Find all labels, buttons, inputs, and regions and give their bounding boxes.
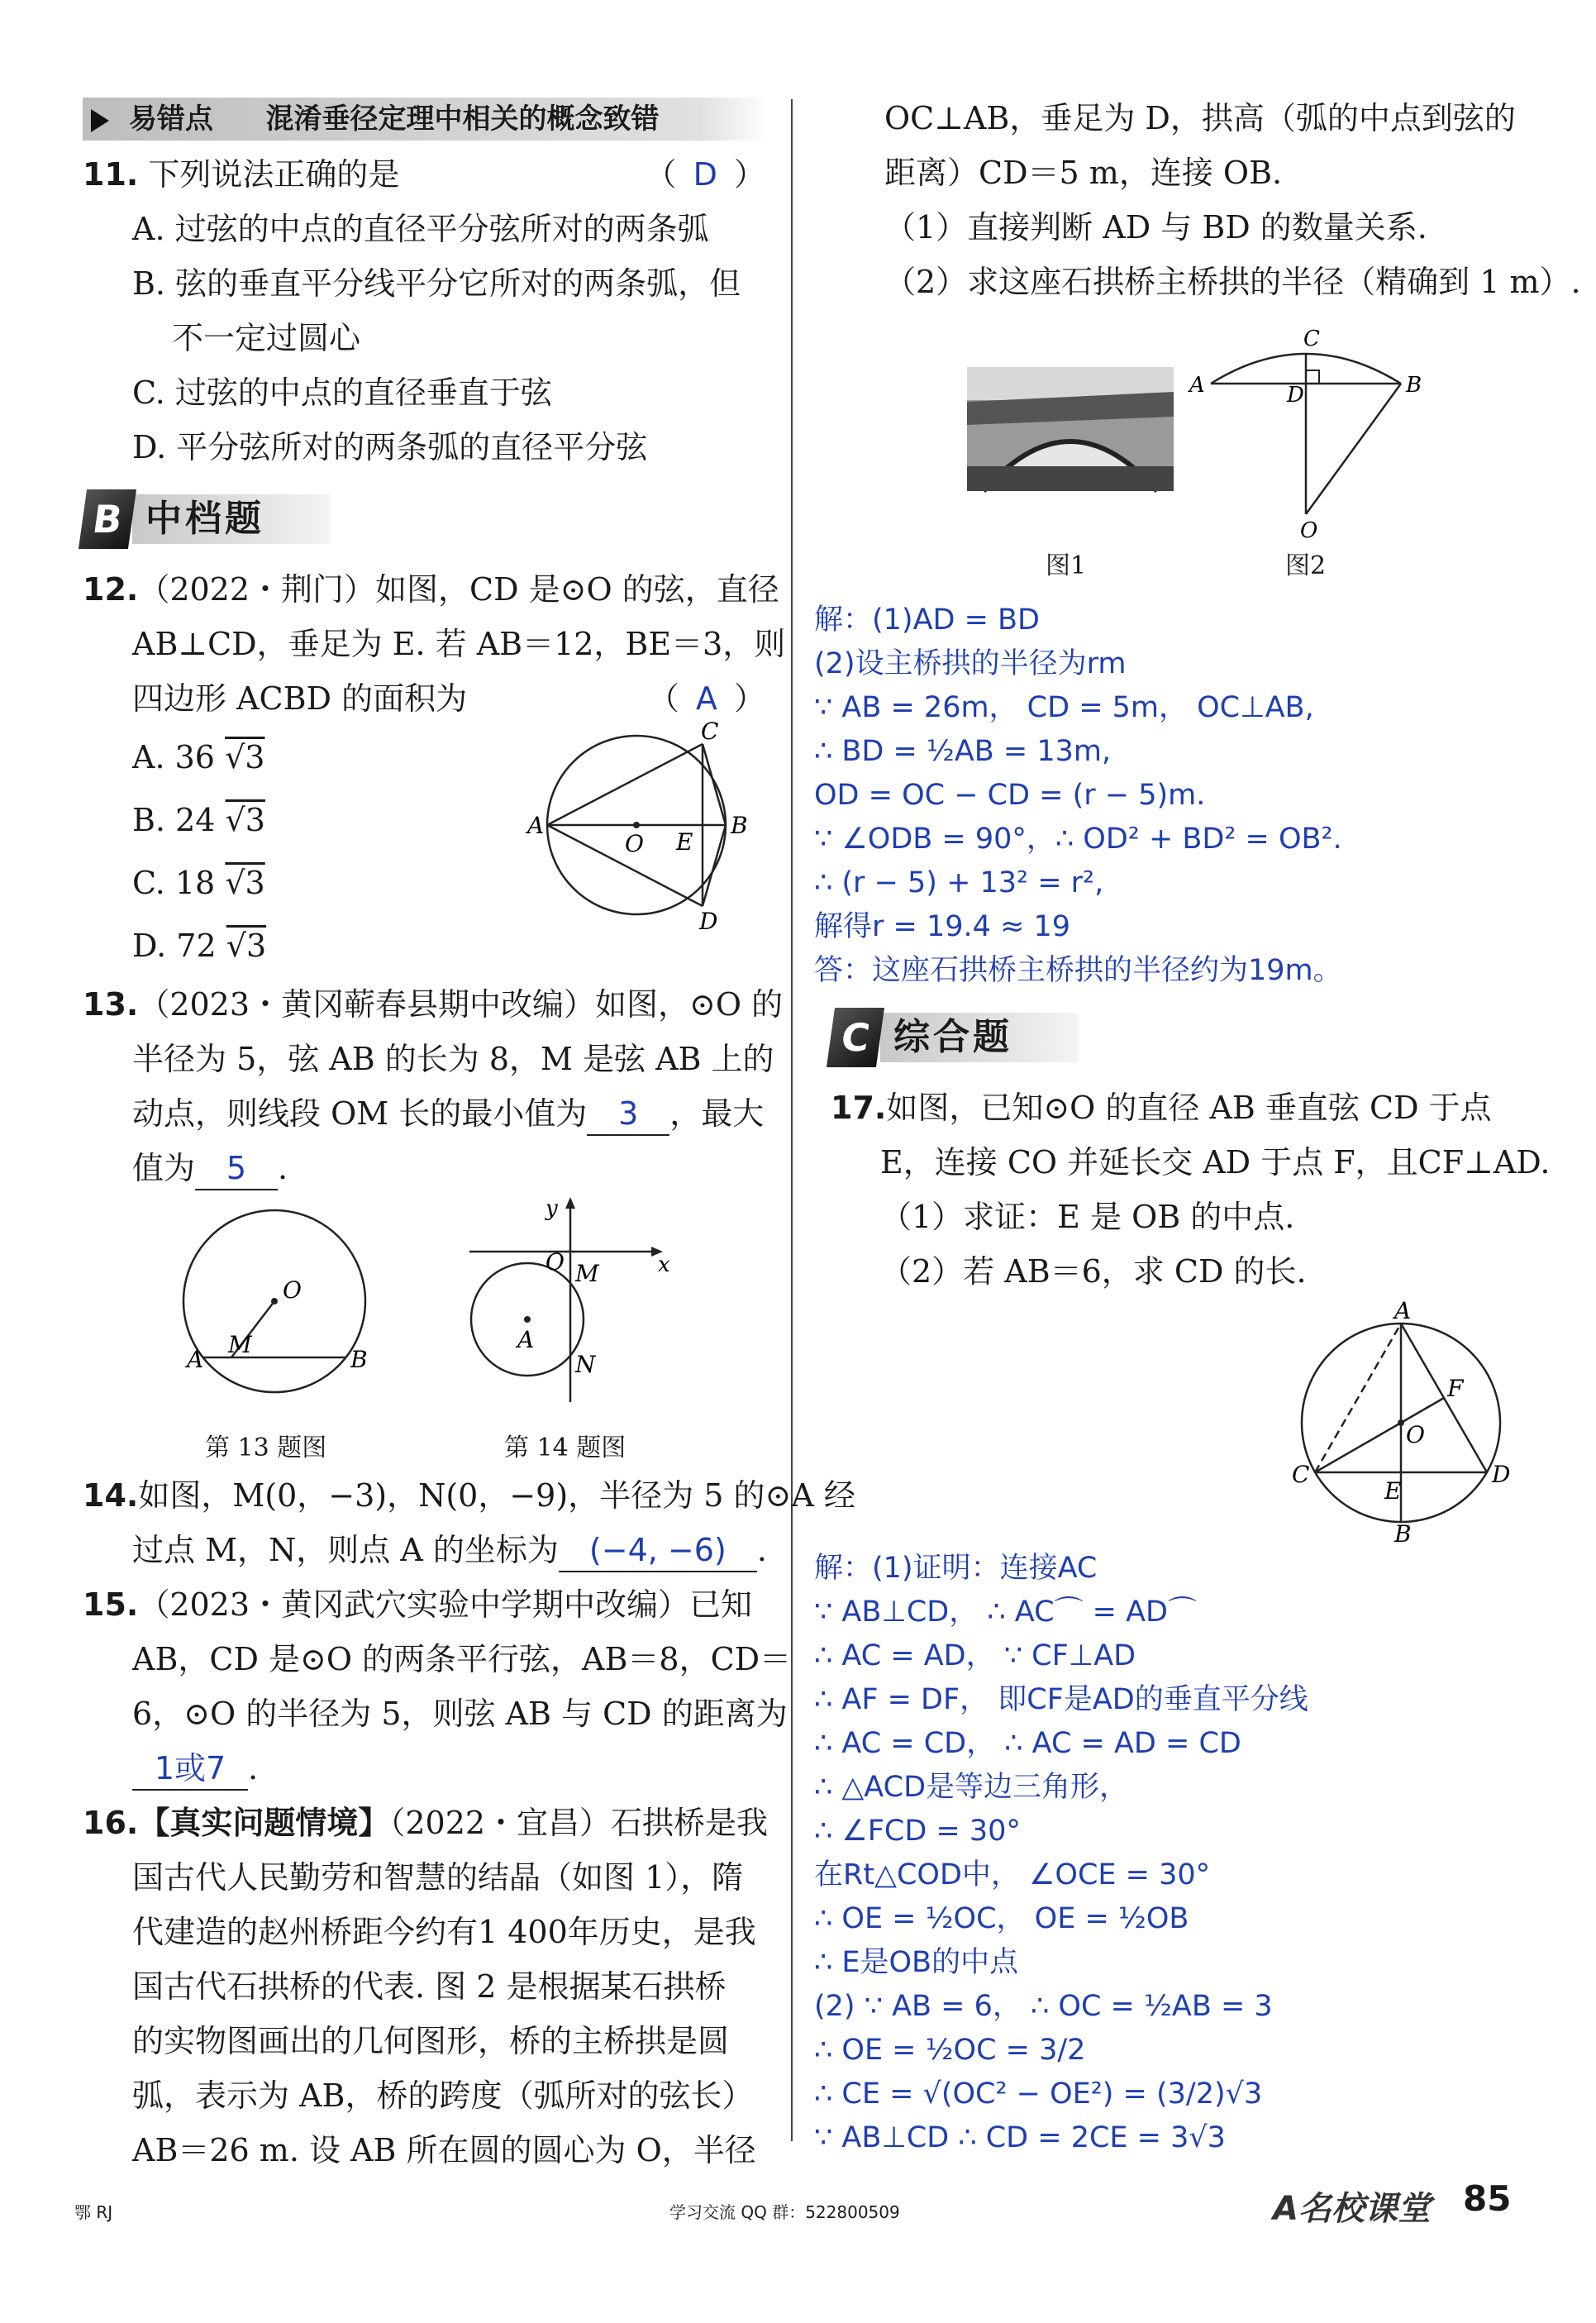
q16-fig1-caption: 图1 — [1046, 551, 1087, 580]
q16-sol-line2: (2)设主桥拱的半径为rm — [814, 647, 1127, 680]
footer-brand: A名校课堂 — [1273, 2190, 1431, 2228]
q16-label-c: C — [1303, 327, 1320, 351]
q11-stem: 下列说法正确的是 — [148, 156, 400, 193]
q12-label-a: A — [527, 812, 545, 839]
section-c-title: 综合题 — [880, 1013, 1079, 1062]
q11-option-c: C. 过弦的中点的直径垂直于弦 — [132, 374, 552, 411]
q12-line1: （2022・荆门）如图，CD 是⊙O 的弦，直径 — [138, 571, 779, 608]
q12-option-c: C. 18 — [132, 865, 216, 901]
q17-label-e: E — [1384, 1477, 1402, 1505]
q16-tag: 【真实问题情境】 — [138, 1805, 390, 1841]
q13-line4-tail: . — [278, 1150, 288, 1186]
q17-sol-line10: ∴ E是OB的中点 — [814, 1946, 1019, 1979]
q12-label-o: O — [625, 830, 644, 857]
q11-number: 11. — [83, 156, 139, 193]
q15-number: 15. — [83, 1586, 139, 1623]
q14-label-x: x — [658, 1252, 670, 1277]
section-b-header — [83, 484, 769, 554]
q12-option-a: A. 36 — [132, 739, 215, 775]
q14-line2-tail: . — [756, 1532, 767, 1568]
q13-label-m: M — [228, 1331, 252, 1358]
q17-sol-line12: ∴ OE = ½OC = 3/2 — [814, 2034, 1086, 2067]
q13-line3-tail: ，最大 — [669, 1095, 765, 1132]
q14-label-m: M — [575, 1260, 599, 1287]
q12-label-b: B — [731, 812, 748, 839]
q12-label-c: C — [701, 718, 719, 745]
q17-figure — [1285, 1297, 1533, 1548]
q14-caption: 第 14 题图 — [504, 1433, 626, 1462]
q17-sol-line3: ∴ AC = AD， ∵ CF⊥AD — [814, 1639, 1136, 1672]
topic-banner — [83, 98, 769, 141]
q12-line3: 四边形 ACBD 的面积为 — [132, 680, 468, 717]
q14-line2: 过点 M，N，则点 A 的坐标为 — [132, 1532, 559, 1568]
q17-label-o: O — [1406, 1421, 1425, 1448]
q11-option-a: A. 过弦的中点的直径平分弦所对的两条弧 — [132, 211, 709, 247]
q17-sol-line4: ∴ AF = DF， 即CF是AD的垂直平分线 — [814, 1683, 1308, 1716]
q17-solution — [814, 1547, 1517, 2160]
question-12 — [83, 562, 786, 977]
q16-bridge-photo — [967, 367, 1174, 491]
q17-number: 17. — [831, 1090, 887, 1126]
q17-sol-line9: ∴ OE = ½OC， OE = ½OB — [814, 1902, 1189, 1935]
topic-label: 易错点 — [128, 103, 213, 136]
q17-label-d: D — [1492, 1461, 1511, 1488]
q17-sol-line6: ∴ △ACD是等边三角形， — [814, 1771, 1129, 1804]
q11-answer-box: （ D ） — [645, 156, 769, 193]
q12-number: 12. — [83, 571, 139, 608]
q16-sol-line7: ∴ (r − 5) + 13² = r², — [814, 866, 1104, 899]
page-number: 85 — [1463, 2178, 1512, 2219]
q16-label-o: O — [1300, 518, 1318, 543]
q16-fig2-caption: 图2 — [1285, 551, 1327, 580]
q17-sol-line7: ∴ ∠FCD = 30° — [814, 1815, 1021, 1848]
q16-sol-line5: OD = OC − CD = (r − 5)m. — [814, 779, 1206, 812]
q16-line7: AB＝26 m. 设 AB 所在圆的圆心为 O，半径 — [132, 2132, 756, 2168]
q13-blank-max: 5 — [195, 1147, 278, 1190]
q13-line3: 动点，则线段 OM 长的最小值为 — [132, 1095, 588, 1132]
q11-option-d: D. 平分弦所对的两条弧的直径平分弦 — [132, 429, 648, 465]
left-column — [83, 83, 855, 2178]
q13-line2: 半径为 5，弦 AB 的长为 8，M 是弦 AB 上的 — [132, 1041, 774, 1077]
footer-center: 学习交流 QQ 群：522800509 — [669, 2202, 900, 2222]
q16-line6: 弧，表示为 AB，桥的跨度（弧所对的弦长） — [132, 2077, 754, 2114]
q17-label-b: B — [1394, 1520, 1412, 1548]
q16-figures — [814, 309, 1517, 582]
q15-tail: . — [248, 1750, 259, 1786]
q16-sol-line1: 解：(1)AD = BD — [814, 603, 1041, 637]
q16-line5: 的实物图画出的几何图形，桥的主桥拱是圆 — [132, 2023, 730, 2059]
question-17 — [814, 1080, 1551, 2160]
footer-left: 鄂 RJ — [74, 2202, 113, 2222]
q16-sol-line3: ∵ AB = 26m， CD = 5m， OC⊥AB, — [814, 691, 1314, 724]
q17-figure-area — [814, 1297, 1517, 1548]
q13-label-o: O — [283, 1276, 302, 1304]
q14-figure — [463, 1195, 711, 1419]
q13-label-a: A — [187, 1346, 204, 1373]
q17-sol-line11: (2) ∵ AB = 6， ∴ OC = ½AB = 3 — [814, 1990, 1273, 2023]
q13-label-b: B — [350, 1346, 368, 1373]
q11-option-b: B. 弦的垂直平分线平分它所对的两条弧，但 — [132, 265, 741, 302]
q13-figure — [174, 1212, 388, 1419]
q14-label-o: O — [545, 1248, 565, 1276]
q16-right-line4: （2）求这座石拱桥主桥拱的半径（精确到 1 m）. — [884, 264, 1581, 300]
q17-line4: （2）若 AB＝6，求 CD 的长. — [880, 1253, 1307, 1290]
q12-radical-b: √3 — [225, 802, 265, 838]
q16-right-line1: OC⊥AB，垂足为 D，拱高（弧的中点到弦的 — [884, 100, 1516, 136]
q17-line1: 如图，已知⊙O 的直径 AB 垂直弦 CD 于点 — [886, 1090, 1492, 1126]
q13-line4: 值为 — [132, 1150, 196, 1186]
right-column — [814, 91, 1581, 2160]
q17-sol-line1: 解：(1)证明：连接AC — [814, 1552, 1098, 1585]
q12-answer-box: （ A ） — [647, 680, 769, 717]
q17-label-f: F — [1447, 1375, 1464, 1402]
q12-answer: A — [695, 680, 721, 717]
q14-label-a: A — [517, 1326, 535, 1353]
q17-sol-line8: 在Rt△COD中， ∠OCE = 30° — [814, 1858, 1211, 1891]
q12-option-d: D. 72 — [132, 928, 217, 964]
q17-line3: （1）求证：E 是 OB 的中点. — [880, 1199, 1295, 1235]
q11-option-b-cont: 不一定过圆心 — [172, 320, 361, 356]
section-b-title: 中档题 — [132, 494, 331, 544]
q16-number: 16. — [83, 1805, 139, 1841]
q13-q14-figures — [83, 1195, 769, 1468]
section-c-header — [831, 1003, 1517, 1072]
q16-sol-line8: 解得r = 19.4 ≈ 19 — [814, 910, 1071, 943]
q15-line2: AB，CD 是⊙O 的两条平行弦，AB＝8，CD＝ — [132, 1641, 792, 1677]
q16-sol-line6: ∵ ∠ODB = 90°，∴ OD² + BD² = OB². — [814, 823, 1342, 856]
q16-line2: 国古代人民勤劳和智慧的结晶（如图 1），隋 — [132, 1859, 744, 1896]
q12-figure — [527, 718, 785, 941]
question-14 — [83, 1468, 855, 1577]
question-13 — [83, 977, 784, 1468]
q16-line3: 代建造的赵州桥距今约有1 400年历史，是我 — [132, 1914, 756, 1950]
q12-line2: AB⊥CD，垂足为 E. 若 AB＝12，BE＝3，则 — [132, 626, 786, 662]
q17-sol-line14: ∵ AB⊥CD ∴ CD = 2CE = 3√3 — [814, 2121, 1226, 2154]
q16-sol-line9: 答：这座石拱桥主桥拱的半径约为19m。 — [814, 954, 1342, 987]
question-15 — [83, 1577, 792, 1796]
q17-label-c: C — [1292, 1461, 1310, 1488]
q17-sol-line13: ∴ CE = √(OC² − OE²) = (3/2)√3 — [814, 2077, 1263, 2111]
q15-line1: （2023・黄冈武穴实验中学期中改编）已知 — [138, 1586, 753, 1623]
q16-geometry-figure — [1178, 309, 1442, 541]
q16-label-a: A — [1189, 373, 1205, 398]
question-11 — [83, 147, 769, 475]
q16-right-line2: 距离）CD＝5 m，连接 OB. — [884, 155, 1283, 191]
topic-title: 混淆垂径定理中相关的概念致错 — [265, 103, 660, 136]
q16-label-d: D — [1287, 383, 1304, 408]
q14-label-n: N — [575, 1351, 596, 1378]
q12-radical-c: √3 — [225, 865, 265, 901]
q12-label-d: D — [699, 908, 718, 935]
q13-number: 13. — [83, 986, 139, 1023]
play-arrow-icon — [91, 109, 109, 132]
q13-blank-min: 3 — [587, 1093, 669, 1136]
question-16 — [83, 1796, 769, 2178]
section-b-badge: B — [79, 489, 136, 549]
q17-line2: E，连接 CO 并延长交 AD 于点 F，且CF⊥AD. — [880, 1144, 1551, 1181]
q13-caption: 第 13 题图 — [205, 1433, 327, 1462]
q17-sol-line5: ∴ AC = CD， ∴ AC = AD = CD — [814, 1727, 1241, 1760]
q14-line1: 如图，M(0，−3)，N(0，−9)，半径为 5 的⊙A 经 — [138, 1477, 855, 1514]
q16-sol-line4: ∴ BD = ½AB = 13m, — [814, 735, 1112, 768]
q11-answer: D — [693, 156, 721, 193]
q12-label-e: E — [676, 828, 693, 856]
q14-number: 14. — [83, 1477, 139, 1514]
q16-line1: （2022・宜昌）石拱桥是我 — [389, 1805, 769, 1841]
q14-label-y: y — [545, 1196, 558, 1221]
q12-option-b: B. 24 — [132, 802, 216, 838]
q12-radical-d: √3 — [226, 928, 267, 964]
q16-right-line3: （1）直接判断 AD 与 BD 的数量关系. — [884, 209, 1427, 246]
column-divider — [791, 99, 793, 2141]
q12-radical-a: √3 — [225, 739, 265, 775]
q17-label-a: A — [1394, 1297, 1412, 1324]
q15-blank: 1或7 — [132, 1748, 248, 1791]
q15-line3: 6，⊙O 的半径为 5，则弦 AB 与 CD 的距离为 — [132, 1696, 788, 1732]
q16-solution — [814, 599, 1517, 993]
q16-line4: 国古代石拱桥的代表. 图 2 是根据某石拱桥 — [132, 1968, 727, 2005]
q13-line1: （2023・黄冈蕲春县期中改编）如图，⊙O 的 — [138, 986, 784, 1023]
section-c-badge: C — [827, 1008, 884, 1067]
q17-sol-line2: ∵ AB⊥CD， ∴ AC⌒ = AD⌒ — [814, 1596, 1197, 1629]
q14-blank: (−4, −6) — [559, 1529, 757, 1572]
q16-label-b: B — [1406, 373, 1422, 398]
